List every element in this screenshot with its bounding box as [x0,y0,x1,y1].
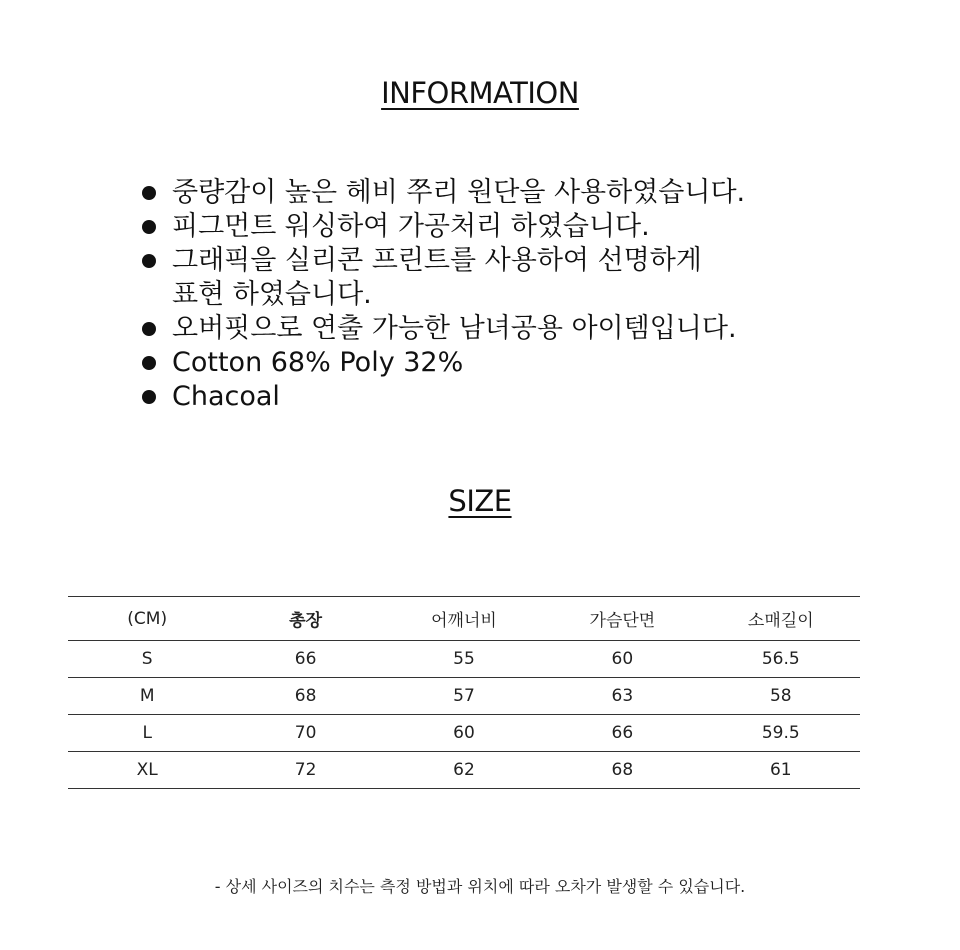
table-cell: 60 [543,641,701,678]
bullet-icon [142,390,156,404]
column-header-sleeve: 소매길이 [702,597,860,641]
table-cell: 63 [543,678,701,715]
table-row [68,752,860,789]
size-table-header-row [68,597,860,641]
table-cell: 72 [226,752,384,789]
table-cell: 61 [702,752,860,789]
size-label: S [68,641,226,678]
table-row [68,678,860,715]
table-cell: 57 [385,678,543,715]
column-header-unit: (CM) [68,597,226,641]
table-row [68,641,860,678]
table-cell: 62 [385,752,543,789]
info-item-text: 오버핏으로 연출 가능한 남녀공용 아이템입니다. [172,313,737,344]
size-table [68,596,860,789]
info-item [140,346,840,380]
info-item [140,312,840,346]
table-cell: 56.5 [702,641,860,678]
table-cell: 60 [385,715,543,752]
info-item-text: 중량감이 높은 헤비 쭈리 원단을 사용하였습니다. [172,177,746,208]
size-label: M [68,678,226,715]
table-cell: 58 [702,678,860,715]
bullet-icon [142,322,156,336]
bullet-icon [142,186,156,200]
info-item [140,176,840,210]
info-item [140,244,840,312]
size-title: SIZE [448,484,512,518]
bullet-icon [142,254,156,268]
column-header-chest: 가슴단면 [543,597,701,641]
column-header-shoulder: 어깨너비 [385,597,543,641]
table-cell: 59.5 [702,715,860,752]
table-cell: 68 [543,752,701,789]
table-cell: 70 [226,715,384,752]
size-label: XL [68,752,226,789]
info-item-text: 그래픽을 실리콘 프린트를 사용하여 선명하게 표현 하였습니다. [172,245,702,310]
info-item-text: Chacoal [172,381,280,412]
bullet-icon [142,220,156,234]
table-cell: 66 [543,715,701,752]
table-row [68,715,860,752]
measurement-note: - 상세 사이즈의 치수는 측정 방법과 위치에 따라 오차가 발생할 수 있습니다. [214,877,746,896]
table-cell: 66 [226,641,384,678]
info-item [140,380,840,414]
info-item-text: 피그먼트 워싱하여 가공처리 하였습니다. [172,211,650,242]
info-item-text: Cotton 68% Poly 32% [172,347,464,378]
size-label: L [68,715,226,752]
table-cell: 68 [226,678,384,715]
information-title: INFORMATION [381,76,579,110]
information-list [140,176,840,414]
column-header-length: 총장 [226,597,384,641]
table-cell: 55 [385,641,543,678]
info-item [140,210,840,244]
bullet-icon [142,356,156,370]
